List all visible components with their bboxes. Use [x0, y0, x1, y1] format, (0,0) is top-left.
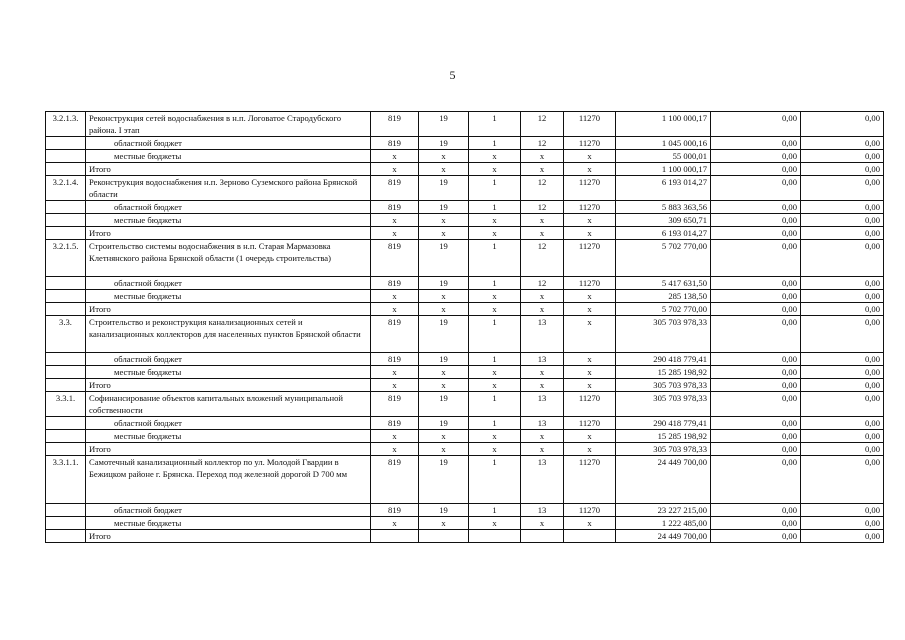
direction-cell: x	[564, 290, 616, 303]
direction-cell: x	[564, 517, 616, 530]
direction-cell: x	[564, 379, 616, 392]
grbs-cell: 819	[371, 176, 419, 201]
table-row	[46, 430, 884, 443]
table-row	[46, 163, 884, 176]
amount-2-cell: 0,00	[711, 112, 801, 137]
amount-3-cell: 0,00	[801, 316, 884, 353]
program-cell: 12	[521, 112, 564, 137]
amount-3-cell: 0,00	[801, 353, 884, 366]
row-code: 3.3.1.	[46, 392, 86, 417]
row-code	[46, 290, 86, 303]
amount-3-cell: 0,00	[801, 430, 884, 443]
amount-2-cell: 0,00	[711, 504, 801, 517]
amount-2-cell: 0,00	[711, 366, 801, 379]
program-cell: 13	[521, 353, 564, 366]
rz-cell	[419, 530, 469, 543]
direction-cell: x	[564, 316, 616, 353]
program-cell: x	[521, 290, 564, 303]
grbs-cell: x	[371, 214, 419, 227]
table-row	[46, 443, 884, 456]
amount-total-cell: 6 193 014,27	[616, 176, 711, 201]
amount-total-cell: 15 285 198,92	[616, 430, 711, 443]
table-row	[46, 316, 884, 353]
row-code	[46, 214, 86, 227]
amount-total-cell: 5 417 631,50	[616, 277, 711, 290]
row-code	[46, 417, 86, 430]
rz-cell: x	[419, 379, 469, 392]
amount-3-cell: 0,00	[801, 517, 884, 530]
program-cell: x	[521, 227, 564, 240]
row-name: областной бюджет	[86, 353, 371, 366]
amount-total-cell: 305 703 978,33	[616, 443, 711, 456]
amount-2-cell: 0,00	[711, 430, 801, 443]
program-cell	[521, 530, 564, 543]
grbs-cell: 819	[371, 201, 419, 214]
amount-2-cell: 0,00	[711, 137, 801, 150]
pr-cell: 1	[469, 504, 521, 517]
row-name: местные бюджеты	[86, 430, 371, 443]
row-code	[46, 353, 86, 366]
table-row	[46, 517, 884, 530]
pr-cell: 1	[469, 277, 521, 290]
direction-cell: 11270	[564, 240, 616, 277]
amount-3-cell: 0,00	[801, 240, 884, 277]
row-name: областной бюджет	[86, 504, 371, 517]
program-cell: x	[521, 214, 564, 227]
amount-total-cell: 1 222 485,00	[616, 517, 711, 530]
amount-total-cell: 285 138,50	[616, 290, 711, 303]
amount-2-cell: 0,00	[711, 353, 801, 366]
table-row	[46, 379, 884, 392]
rz-cell: x	[419, 517, 469, 530]
direction-cell: 11270	[564, 456, 616, 504]
grbs-cell: 819	[371, 316, 419, 353]
amount-2-cell: 0,00	[711, 227, 801, 240]
grbs-cell: 819	[371, 112, 419, 137]
table-row	[46, 137, 884, 150]
rz-cell: 19	[419, 201, 469, 214]
grbs-cell: x	[371, 227, 419, 240]
pr-cell: x	[469, 517, 521, 530]
direction-cell: x	[564, 353, 616, 366]
pr-cell: 1	[469, 456, 521, 504]
program-cell: x	[521, 163, 564, 176]
table-row	[46, 290, 884, 303]
pr-cell: x	[469, 366, 521, 379]
program-cell: x	[521, 379, 564, 392]
direction-cell: x	[564, 366, 616, 379]
pr-cell: x	[469, 443, 521, 456]
rz-cell: x	[419, 163, 469, 176]
amount-3-cell: 0,00	[801, 137, 884, 150]
rz-cell: 19	[419, 417, 469, 430]
pr-cell: x	[469, 214, 521, 227]
table-row	[46, 112, 884, 137]
row-name: Итого	[86, 379, 371, 392]
rz-cell: x	[419, 150, 469, 163]
program-cell: x	[521, 430, 564, 443]
direction-cell: 11270	[564, 504, 616, 517]
program-cell: 12	[521, 201, 564, 214]
grbs-cell	[371, 530, 419, 543]
rz-cell: 19	[419, 240, 469, 277]
amount-2-cell: 0,00	[711, 316, 801, 353]
rz-cell: 19	[419, 112, 469, 137]
amount-2-cell: 0,00	[711, 277, 801, 290]
rz-cell: 19	[419, 277, 469, 290]
row-name: Итого	[86, 443, 371, 456]
direction-cell: x	[564, 443, 616, 456]
amount-2-cell: 0,00	[711, 379, 801, 392]
amount-3-cell: 0,00	[801, 176, 884, 201]
row-name: Итого	[86, 163, 371, 176]
row-name: Итого	[86, 303, 371, 316]
amount-3-cell: 0,00	[801, 150, 884, 163]
amount-3-cell: 0,00	[801, 379, 884, 392]
pr-cell	[469, 530, 521, 543]
row-name: Софинансирование объектов капитальных вложений муниципальной собственности	[86, 392, 371, 417]
amount-3-cell: 0,00	[801, 530, 884, 543]
direction-cell: x	[564, 227, 616, 240]
table-row	[46, 504, 884, 517]
grbs-cell: 819	[371, 392, 419, 417]
amount-total-cell: 1 045 000,16	[616, 137, 711, 150]
row-name: Итого	[86, 227, 371, 240]
pr-cell: 1	[469, 353, 521, 366]
row-code	[46, 137, 86, 150]
row-code	[46, 150, 86, 163]
pr-cell: 1	[469, 176, 521, 201]
row-name: областной бюджет	[86, 137, 371, 150]
grbs-cell: 819	[371, 456, 419, 504]
grbs-cell: x	[371, 163, 419, 176]
table-row	[46, 392, 884, 417]
amount-2-cell: 0,00	[711, 214, 801, 227]
row-code: 3.2.1.4.	[46, 176, 86, 201]
direction-cell: x	[564, 163, 616, 176]
rz-cell: x	[419, 443, 469, 456]
amount-total-cell: 5 702 770,00	[616, 240, 711, 277]
direction-cell	[564, 530, 616, 543]
program-cell: 12	[521, 176, 564, 201]
rz-cell: x	[419, 214, 469, 227]
amount-3-cell: 0,00	[801, 201, 884, 214]
row-code	[46, 430, 86, 443]
amount-total-cell: 24 449 700,00	[616, 530, 711, 543]
amount-3-cell: 0,00	[801, 290, 884, 303]
direction-cell: 11270	[564, 176, 616, 201]
budget-table	[45, 111, 884, 543]
grbs-cell: x	[371, 366, 419, 379]
rz-cell: 19	[419, 316, 469, 353]
table-row	[46, 150, 884, 163]
table-row	[46, 176, 884, 201]
amount-total-cell: 290 418 779,41	[616, 353, 711, 366]
amount-3-cell: 0,00	[801, 417, 884, 430]
grbs-cell: 819	[371, 353, 419, 366]
row-code	[46, 517, 86, 530]
table-body	[46, 112, 884, 543]
grbs-cell: x	[371, 379, 419, 392]
row-name: областной бюджет	[86, 417, 371, 430]
amount-3-cell: 0,00	[801, 392, 884, 417]
table-row	[46, 303, 884, 316]
grbs-cell: x	[371, 517, 419, 530]
direction-cell: 11270	[564, 417, 616, 430]
amount-3-cell: 0,00	[801, 504, 884, 517]
amount-3-cell: 0,00	[801, 303, 884, 316]
amount-total-cell: 24 449 700,00	[616, 456, 711, 504]
pr-cell: x	[469, 379, 521, 392]
program-cell: 13	[521, 456, 564, 504]
amount-3-cell: 0,00	[801, 277, 884, 290]
row-code	[46, 303, 86, 316]
amount-total-cell: 290 418 779,41	[616, 417, 711, 430]
rz-cell: 19	[419, 392, 469, 417]
rz-cell: 19	[419, 176, 469, 201]
row-name: Реконструкция водоснабжения н.п. Зерново Суземского района Брянской области	[86, 176, 371, 201]
row-name: местные бюджеты	[86, 290, 371, 303]
row-code	[46, 227, 86, 240]
pr-cell: 1	[469, 240, 521, 277]
amount-total-cell: 305 703 978,33	[616, 379, 711, 392]
amount-total-cell: 55 000,01	[616, 150, 711, 163]
row-code: 3.2.1.3.	[46, 112, 86, 137]
program-cell: x	[521, 517, 564, 530]
grbs-cell: x	[371, 443, 419, 456]
row-name: областной бюджет	[86, 277, 371, 290]
amount-2-cell: 0,00	[711, 163, 801, 176]
grbs-cell: x	[371, 290, 419, 303]
amount-2-cell: 0,00	[711, 517, 801, 530]
pr-cell: 1	[469, 201, 521, 214]
page-number: 5	[449, 68, 456, 82]
rz-cell: x	[419, 227, 469, 240]
program-cell: 12	[521, 277, 564, 290]
row-code	[46, 277, 86, 290]
rz-cell: x	[419, 303, 469, 316]
amount-total-cell: 305 703 978,33	[616, 316, 711, 353]
amount-2-cell: 0,00	[711, 303, 801, 316]
amount-total-cell: 1 100 000,17	[616, 112, 711, 137]
table-row	[46, 201, 884, 214]
table-row	[46, 214, 884, 227]
amount-3-cell: 0,00	[801, 227, 884, 240]
pr-cell: 1	[469, 137, 521, 150]
grbs-cell: 819	[371, 504, 419, 517]
amount-2-cell: 0,00	[711, 392, 801, 417]
pr-cell: x	[469, 290, 521, 303]
pr-cell: 1	[469, 316, 521, 353]
pr-cell: x	[469, 150, 521, 163]
amount-2-cell: 0,00	[711, 201, 801, 214]
direction-cell: x	[564, 150, 616, 163]
pr-cell: x	[469, 227, 521, 240]
table-row	[46, 240, 884, 277]
table-row	[46, 417, 884, 430]
amount-total-cell: 305 703 978,33	[616, 392, 711, 417]
program-cell: 13	[521, 417, 564, 430]
row-name: Строительство системы водоснабжения в н.п. Старая Мармазовка Клетнянского района Брянской области (1 очередь строительства)	[86, 240, 371, 277]
rz-cell: 19	[419, 137, 469, 150]
grbs-cell: 819	[371, 277, 419, 290]
row-name: Строительство и реконструкция канализационных сетей и канализационных коллекторов для населенных пунктов Брянской области	[86, 316, 371, 353]
amount-2-cell: 0,00	[711, 240, 801, 277]
grbs-cell: x	[371, 430, 419, 443]
row-name: Итого	[86, 530, 371, 543]
program-cell: x	[521, 366, 564, 379]
rz-cell: 19	[419, 456, 469, 504]
pr-cell: 1	[469, 112, 521, 137]
amount-total-cell: 309 650,71	[616, 214, 711, 227]
rz-cell: x	[419, 290, 469, 303]
pr-cell: x	[469, 430, 521, 443]
program-cell: x	[521, 150, 564, 163]
amount-2-cell: 0,00	[711, 176, 801, 201]
rz-cell: x	[419, 366, 469, 379]
amount-3-cell: 0,00	[801, 443, 884, 456]
program-cell: 13	[521, 316, 564, 353]
rz-cell: x	[419, 430, 469, 443]
program-cell: 13	[521, 392, 564, 417]
row-name: областной бюджет	[86, 201, 371, 214]
row-code	[46, 443, 86, 456]
grbs-cell: 819	[371, 137, 419, 150]
direction-cell: x	[564, 430, 616, 443]
row-name: Реконструкция сетей водоснабжения в н.п. Логоватое Стародубского района. I этап	[86, 112, 371, 137]
row-code: 3.3.	[46, 316, 86, 353]
table-row	[46, 353, 884, 366]
amount-2-cell: 0,00	[711, 530, 801, 543]
amount-total-cell: 5 883 363,56	[616, 201, 711, 214]
amount-3-cell: 0,00	[801, 366, 884, 379]
direction-cell: 11270	[564, 201, 616, 214]
row-code	[46, 530, 86, 543]
direction-cell: 11270	[564, 137, 616, 150]
program-cell: 13	[521, 504, 564, 517]
row-name: местные бюджеты	[86, 517, 371, 530]
row-name: Самотечный канализационный коллектор по ул. Молодой Гвардии в Бежицком районе г. Брянска. Переход под железной дорогой D 700 мм	[86, 456, 371, 504]
row-name: местные бюджеты	[86, 214, 371, 227]
table-row	[46, 277, 884, 290]
pr-cell: x	[469, 163, 521, 176]
grbs-cell: 819	[371, 417, 419, 430]
table-row	[46, 227, 884, 240]
amount-3-cell: 0,00	[801, 112, 884, 137]
rz-cell: 19	[419, 504, 469, 517]
program-cell: x	[521, 443, 564, 456]
rz-cell: 19	[419, 353, 469, 366]
grbs-cell: x	[371, 150, 419, 163]
row-code: 3.3.1.1.	[46, 456, 86, 504]
amount-2-cell: 0,00	[711, 456, 801, 504]
row-name: местные бюджеты	[86, 366, 371, 379]
amount-total-cell: 15 285 198,92	[616, 366, 711, 379]
amount-3-cell: 0,00	[801, 163, 884, 176]
program-cell: x	[521, 303, 564, 316]
direction-cell: 11270	[564, 392, 616, 417]
amount-2-cell: 0,00	[711, 417, 801, 430]
pr-cell: 1	[469, 417, 521, 430]
pr-cell: 1	[469, 392, 521, 417]
grbs-cell: 819	[371, 240, 419, 277]
amount-2-cell: 0,00	[711, 150, 801, 163]
amount-total-cell: 5 702 770,00	[616, 303, 711, 316]
amount-2-cell: 0,00	[711, 290, 801, 303]
pr-cell: x	[469, 303, 521, 316]
direction-cell: 11270	[564, 277, 616, 290]
table-row	[46, 456, 884, 504]
row-code: 3.2.1.5.	[46, 240, 86, 277]
row-code	[46, 201, 86, 214]
row-code	[46, 163, 86, 176]
row-code	[46, 504, 86, 517]
grbs-cell: x	[371, 303, 419, 316]
amount-3-cell: 0,00	[801, 214, 884, 227]
program-cell: 12	[521, 137, 564, 150]
amount-3-cell: 0,00	[801, 456, 884, 504]
row-code	[46, 379, 86, 392]
amount-total-cell: 23 227 215,00	[616, 504, 711, 517]
direction-cell: 11270	[564, 112, 616, 137]
table-row	[46, 366, 884, 379]
table-row	[46, 530, 884, 543]
row-code	[46, 366, 86, 379]
amount-total-cell: 1 100 000,17	[616, 163, 711, 176]
program-cell: 12	[521, 240, 564, 277]
direction-cell: x	[564, 214, 616, 227]
direction-cell: x	[564, 303, 616, 316]
row-name: местные бюджеты	[86, 150, 371, 163]
amount-2-cell: 0,00	[711, 443, 801, 456]
amount-total-cell: 6 193 014,27	[616, 227, 711, 240]
